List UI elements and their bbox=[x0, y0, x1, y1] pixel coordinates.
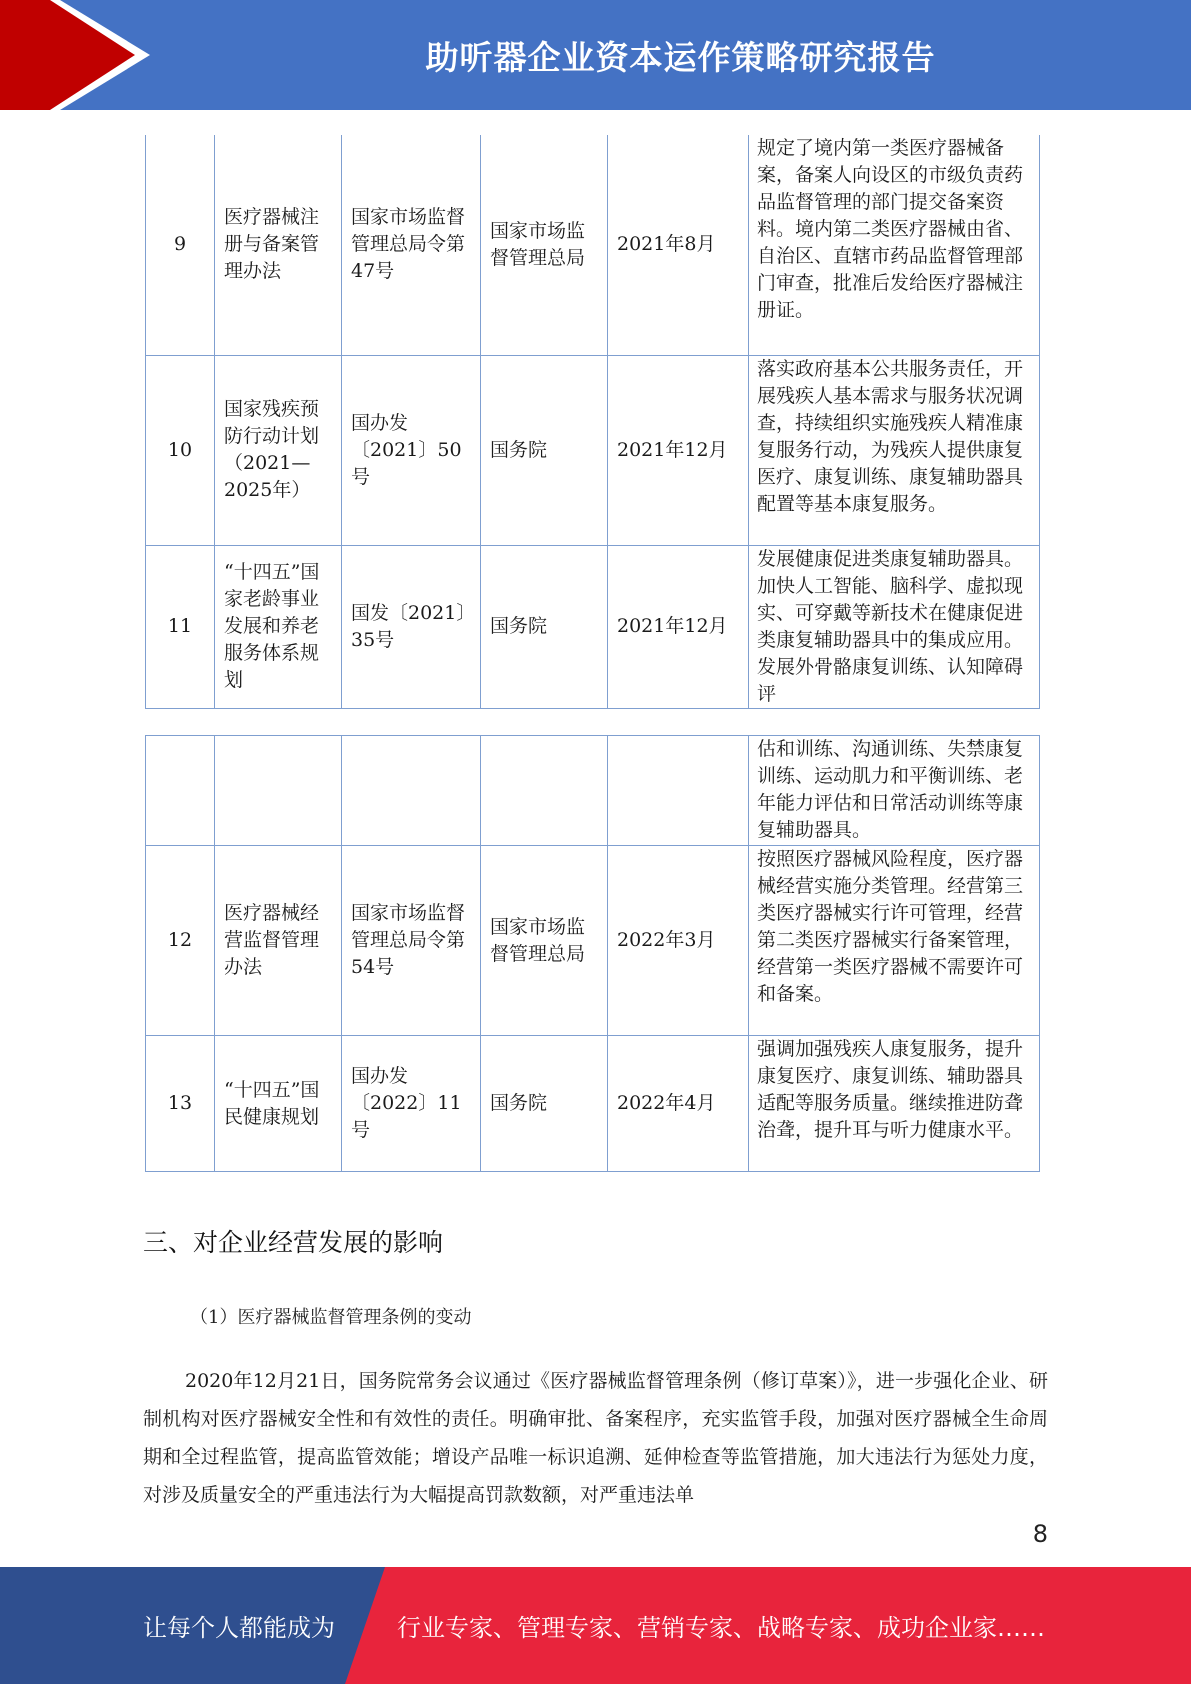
document-number: 国办发〔2021〕50号 bbox=[342, 355, 481, 545]
issuing-authority: 国家市场监督管理总局 bbox=[481, 846, 608, 1036]
issuing-authority: 国务院 bbox=[481, 355, 608, 545]
row-number: 10 bbox=[146, 355, 215, 545]
empty-cell bbox=[215, 736, 342, 846]
footer-slogan-right: 行业专家、管理专家、营销专家、战略专家、成功企业家…… bbox=[397, 1614, 1045, 1642]
issue-date: 2021年12月 bbox=[608, 545, 749, 708]
regulation-description: 估和训练、沟通训练、失禁康复训练、运动肌力和平衡训练、老年能力评估和日常活动训练等康复辅助器具。 bbox=[749, 736, 1040, 846]
issue-date: 2021年12月 bbox=[608, 355, 749, 545]
footer-slogan-left: 让每个人都能成为 bbox=[143, 1614, 335, 1642]
regulation-name: “十四五”国家老龄事业发展和养老服务体系规划 bbox=[215, 545, 342, 708]
page-header bbox=[0, 0, 1191, 110]
table-row bbox=[146, 736, 1040, 846]
document-number: 国家市场监督管理总局令第54号 bbox=[342, 846, 481, 1036]
regulation-description: 落实政府基本公共服务责任，开展残疾人基本需求与服务状况调查，持续组织实施残疾人精准康复服务行动，为残疾人提供康复医疗、康复训练、康复辅助器具配置等基本康复服务。 bbox=[749, 355, 1040, 545]
table-row bbox=[146, 1036, 1040, 1172]
issuing-authority: 国务院 bbox=[481, 1036, 608, 1172]
row-number: 13 bbox=[146, 1036, 215, 1172]
regulation-name: 医疗器械注册与备案管理办法 bbox=[215, 135, 342, 355]
regulation-table-continued bbox=[145, 735, 1040, 1172]
table-row bbox=[146, 135, 1040, 355]
document-number: 国办发〔2022〕11号 bbox=[342, 1036, 481, 1172]
header-arrow-icon bbox=[0, 0, 160, 110]
row-number: 12 bbox=[146, 846, 215, 1036]
regulation-description: 按照医疗器械风险程度，医疗器械经营实施分类管理。经营第三类医疗器械实行许可管理，经营第二类医疗器械实行备案管理，经营第一类医疗器械不需要许可和备案。 bbox=[749, 846, 1040, 1036]
issue-date: 2022年3月 bbox=[608, 846, 749, 1036]
regulation-name: “十四五”国民健康规划 bbox=[215, 1036, 342, 1172]
report-title: 助听器企业资本运作策略研究报告 bbox=[425, 37, 936, 77]
issue-date: 2022年4月 bbox=[608, 1036, 749, 1172]
regulation-description: 强调加强残疾人康复服务，提升康复医疗、康复训练、辅助器具适配等服务质量。继续推进防聋治聋，提升耳与听力健康水平。 bbox=[749, 1036, 1040, 1172]
regulation-name: 国家残疾预防行动计划（2021—2025年） bbox=[215, 355, 342, 545]
document-number: 国家市场监督管理总局令第47号 bbox=[342, 135, 481, 355]
empty-cell bbox=[481, 736, 608, 846]
row-number: 9 bbox=[146, 135, 215, 355]
issuing-authority: 国务院 bbox=[481, 545, 608, 708]
regulation-description: 发展健康促进类康复辅助器具。加快人工智能、脑科学、虚拟现实、可穿戴等新技术在健康促进类康复辅助器具中的集成应用。发展外骨骼康复训练、认知障碍评 bbox=[749, 545, 1040, 708]
issue-date: 2021年8月 bbox=[608, 135, 749, 355]
regulation-table bbox=[145, 135, 1040, 709]
table-row bbox=[146, 355, 1040, 545]
body-paragraph: 2020年12月21日，国务院常务会议通过《医疗器械监督管理条例（修订草案）》，进一步强化企业、研制机构对医疗器械安全性和有效性的责任。明确审批、备案程序，充实监管手段，加强对医疗器械全生命周期和全过程监管，提高监管效能；增设产品唯一标识追溯、延伸检查等监管措施，加大违法行为惩处力度，对涉及质量安全的严重违法行为大幅提高罚款数额，对严重违法单 bbox=[143, 1370, 1048, 1506]
empty-cell bbox=[146, 736, 215, 846]
page-number: 8 bbox=[1032, 1520, 1048, 1548]
table-row bbox=[146, 846, 1040, 1036]
regulation-description: 规定了境内第一类医疗器械备案，备案人向设区的市级负责药品监督管理的部门提交备案资料。境内第二类医疗器械由省、自治区、直辖市药品监督管理部门审查，批准后发给医疗器械注册证。 bbox=[749, 135, 1040, 355]
page-footer bbox=[0, 1567, 1191, 1684]
empty-cell bbox=[608, 736, 749, 846]
row-number: 11 bbox=[146, 545, 215, 708]
sub-heading: （1）医疗器械监督管理条例的变动 bbox=[190, 1307, 472, 1328]
table-row bbox=[146, 545, 1040, 708]
empty-cell bbox=[342, 736, 481, 846]
regulation-name: 医疗器械经营监督管理办法 bbox=[215, 846, 342, 1036]
document-number: 国发〔2021〕35号 bbox=[342, 545, 481, 708]
section-heading: 三、对企业经营发展的影响 bbox=[143, 1228, 444, 1257]
issuing-authority: 国家市场监督管理总局 bbox=[481, 135, 608, 355]
